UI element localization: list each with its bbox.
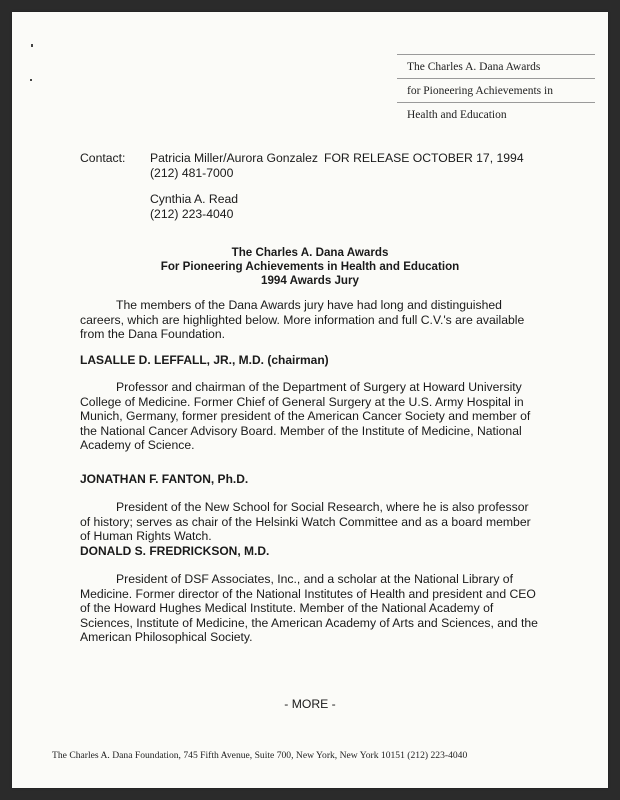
contact-names: Cynthia A. Read [150,192,239,206]
release-date: FOR RELEASE OCTOBER 17, 1994 [324,151,524,165]
member-name: JONATHAN F. FANTON, Ph.D. [80,472,249,486]
scan-speck [30,79,32,81]
member-bio: President of the New School for Social Research, where he is also professor of history; serves as chair of the Helsinki Watch Committee and as a board member of Human Rights Watch. [80,500,531,544]
member-name: LASALLE D. LEFFALL, JR., M.D. (chairman) [80,353,329,367]
member-bio: President of DSF Associates, Inc., and a scholar at the National Library of Medicine. Former director of the National Institutes of Health and president and CEO of the Howard Hughes Medical Institute. Member of the National Academy of Sciences, Institute of Medicine, the American Academy of Arts and Sciences, and the American Philosophical Society. [80,572,538,645]
document-title [12,246,608,288]
title-line: The Charles A. Dana Awards [231,246,389,259]
letterhead-line: Health and Education [407,109,507,121]
letterhead-line: The Charles A. Dana Awards [407,61,541,73]
letterhead-line: for Pioneering Achievements in [407,85,553,97]
title-line: For Pioneering Achievements in Health and Education [160,260,460,273]
scan-speck [31,44,33,47]
letterhead [397,54,595,126]
more-marker: - MORE - [284,697,336,711]
contact-phone: (212) 223-4040 [150,207,234,221]
intro-paragraph: The members of the Dana Awards jury have had long and distinguished careers, which are highlighted below. More information and full C.V.'s are available from the Dana Foundation. [80,298,525,342]
title-line: 1994 Awards Jury [261,274,359,287]
contact-names: Patricia Miller/Aurora Gonzalez [150,151,318,165]
document-page [12,12,608,788]
contact-label: Contact: [80,151,126,165]
member-name: DONALD S. FREDRICKSON, M.D. [80,544,270,558]
contact-phone: (212) 481-7000 [150,166,234,180]
footer-address: The Charles A. Dana Foundation, 745 Fifth Avenue, Suite 700, New York, New York 10151 (212) 223-4040 [52,750,468,761]
member-bio: Professor and chairman of the Department of Surgery at Howard University College of Medicine. Former Chief of General Surgery at the U.S. Army Hospital in Munich, Germany, former president of the American Cancer Society and member of the National Cancer Advisory Board. Member of the Institute of Medicine, National Academy of Science. [80,380,531,453]
